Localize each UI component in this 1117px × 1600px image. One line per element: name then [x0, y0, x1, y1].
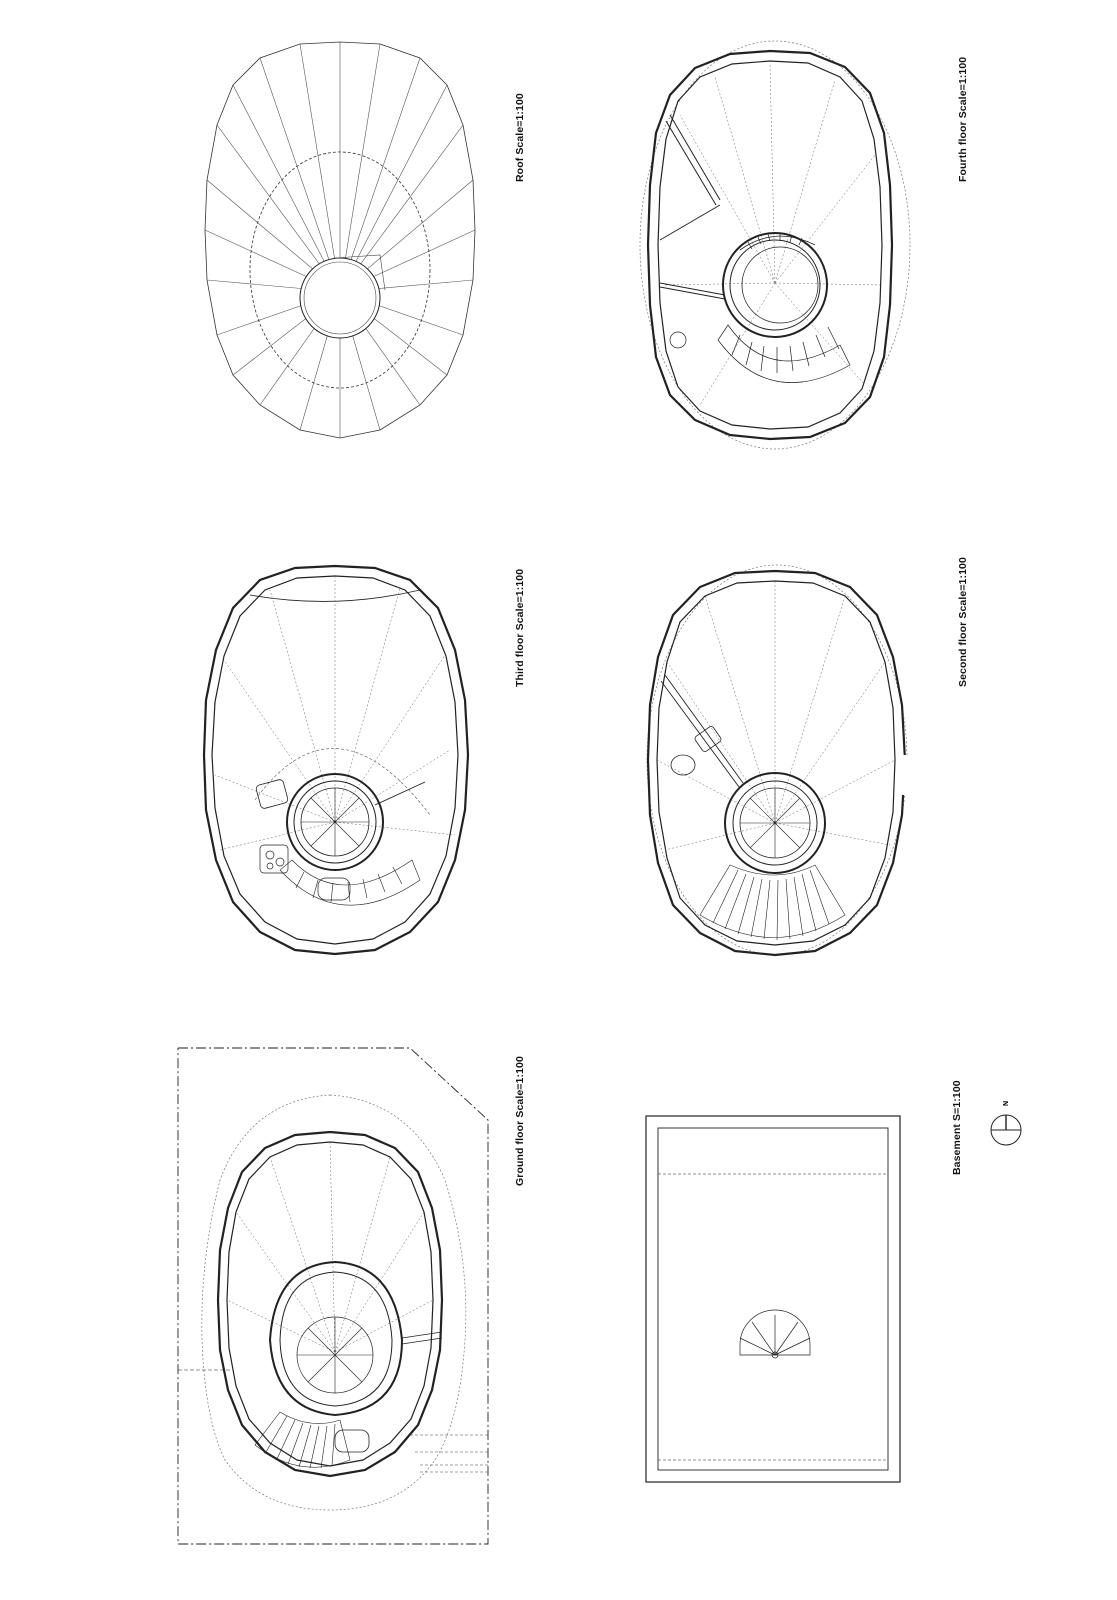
second-floor-outer-wall [648, 571, 905, 955]
fourth-floor-radial-lines [665, 65, 880, 405]
ground-floor-stair-flight [255, 1412, 350, 1468]
second-floor-stair-flight [700, 865, 845, 940]
ground-floor-toilet [335, 1430, 369, 1452]
second-floor-spiral-stair [740, 788, 810, 858]
ground-floor-radial-lines [227, 1142, 433, 1352]
fourth-floor-plan-label: Fourth floor Scale=1:100 [957, 56, 969, 182]
basement-plan [640, 1110, 910, 1490]
fourth-floor-plan [640, 35, 920, 455]
ground-floor-entrance-lines [410, 1435, 488, 1472]
second-floor-radial-lines [657, 581, 895, 850]
second-floor-toilet [671, 755, 695, 775]
second-floor-plan-label: Second floor Scale=1:100 [957, 557, 969, 687]
north-arrow-icon [988, 1100, 1024, 1150]
fourth-floor-stair [718, 233, 850, 383]
basement-plan-label: Basement S=1:100 [951, 1080, 963, 1175]
ground-floor-spiral-stair [297, 1317, 373, 1393]
second-floor-plan [645, 565, 920, 965]
ground-floor-entry-bridge [402, 1332, 442, 1344]
third-floor-bath [318, 878, 350, 900]
roof-skylight [300, 258, 380, 338]
third-floor-balcony [250, 590, 420, 601]
third-floor-spiral-stair [301, 782, 425, 856]
ground-floor-outer-wall [218, 1132, 442, 1476]
roof-ridge-lines [205, 42, 475, 438]
third-floor-plan [200, 560, 480, 960]
fourth-floor-core-void [742, 247, 818, 323]
second-floor-bathroom-wall [661, 675, 743, 787]
roof-plan-label: Roof Scale=1:100 [514, 93, 526, 182]
second-floor-window-gap [897, 755, 909, 795]
ground-floor-core-outer [270, 1262, 402, 1415]
north-arrow-label: N [1003, 1100, 1011, 1107]
fourth-floor-dotted-outline [640, 41, 910, 449]
basement-inner-wall [658, 1128, 888, 1470]
basement-outer-wall [646, 1116, 900, 1482]
roof-plan [195, 30, 485, 450]
ground-floor-plan [170, 1040, 500, 1560]
fourth-floor-core-outer [723, 233, 827, 337]
ground-floor-plan-label: Ground floor Scale=1:100 [514, 1056, 526, 1186]
fourth-floor-outer-wall [648, 51, 892, 439]
third-floor-plan-label: Third floor Scale=1:100 [514, 568, 526, 687]
second-floor-dotted-outline [647, 565, 907, 955]
fourth-floor-fixture [670, 332, 686, 348]
north-arrow [988, 1100, 1024, 1150]
third-floor-stove [260, 845, 288, 873]
third-floor-sink [255, 779, 288, 809]
fourth-floor-partition [660, 115, 725, 299]
basement-spiral-stair [740, 1310, 810, 1358]
